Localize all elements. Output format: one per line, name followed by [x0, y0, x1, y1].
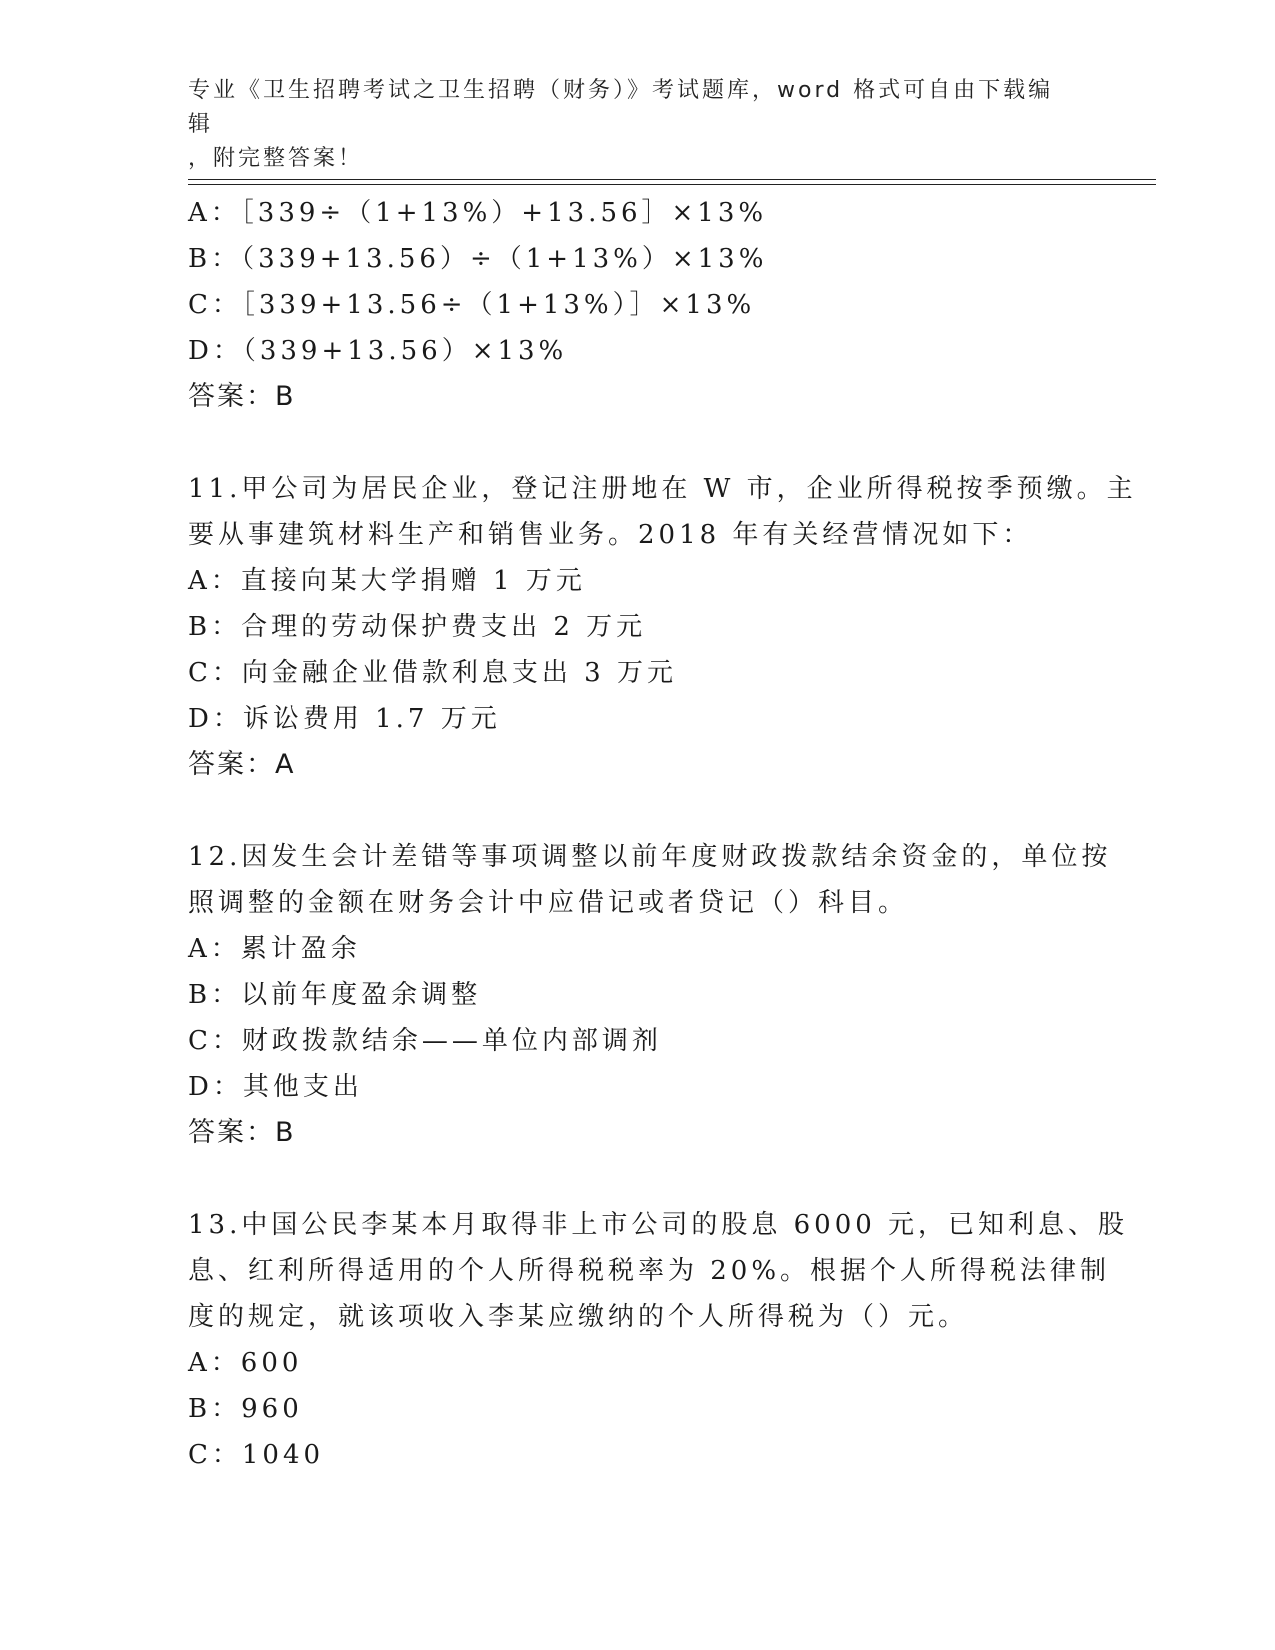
option-a: A：600	[188, 1348, 303, 1378]
answer: 答案：B	[188, 381, 296, 412]
header-divider-bottom	[188, 184, 1156, 185]
option-a: A：直接向某大学捐赠 1 万元	[188, 566, 586, 596]
question-stem-line: 照调整的金额在财务会计中应借记或者贷记（）科目。	[188, 888, 909, 918]
header-line-2: ，附完整答案！	[188, 146, 364, 171]
question-stem-line: 13.中国公民李某本月取得非上市公司的股息 6000 元，已知利息、股	[188, 1210, 1129, 1240]
question-stem-line: 11.甲公司为居民企业，登记注册地在 W 市，企业所得税按季预缴。主	[188, 474, 1137, 504]
header-divider-top	[188, 179, 1156, 180]
document-header	[188, 74, 1068, 176]
question-stem-line: 12.因发生会计差错等事项调整以前年度财政拨款结余资金的，单位按	[188, 842, 1112, 872]
question-stem-line: 度的规定，就该项收入李某应缴纳的个人所得税为（）元。	[188, 1302, 969, 1332]
question-11	[188, 466, 1137, 788]
spacer	[188, 788, 1088, 834]
question-13	[188, 1202, 1129, 1478]
question-stem-line: 息、红利所得适用的个人所得税税率为 20%。根据个人所得税法律制	[188, 1256, 1111, 1286]
option-c: C：向金融企业借款利息支出 3 万元	[188, 658, 677, 688]
question-12	[188, 834, 1112, 1156]
option-b: B：（339+13.56）÷（1+13%）×13%	[188, 244, 768, 274]
answer: 答案：B	[188, 1117, 296, 1148]
option-d: D：诉讼费用 1.7 万元	[188, 704, 501, 734]
option-c: C：1040	[188, 1440, 325, 1470]
option-d: D：（339+13.56）×13%	[188, 336, 568, 366]
option-c: C：财政拨款结余——单位内部调剂	[188, 1026, 662, 1056]
option-b: B：合理的劳动保护费支出 2 万元	[188, 612, 647, 642]
question-stem-line: 要从事建筑材料生产和销售业务。2018 年有关经营情况如下：	[188, 520, 1033, 550]
option-b: B：以前年度盈余调整	[188, 980, 482, 1010]
question-content	[188, 190, 1137, 1478]
question-10	[188, 190, 1088, 420]
option-a: A：累计盈余	[188, 934, 361, 964]
spacer	[188, 420, 1088, 466]
header-line-1: 专业《卫生招聘考试之卫生招聘（财务）》考试题库，word 格式可自由下载编辑	[188, 78, 1054, 137]
spacer	[188, 1156, 1088, 1202]
option-a: A：［339÷（1+13%）+13.56］×13%	[188, 198, 768, 228]
option-d: D：其他支出	[188, 1072, 363, 1102]
option-b: B：960	[188, 1394, 303, 1424]
option-c: C：［339+13.56÷（1+13%）］×13%	[188, 290, 756, 320]
answer: 答案：A	[188, 749, 296, 780]
